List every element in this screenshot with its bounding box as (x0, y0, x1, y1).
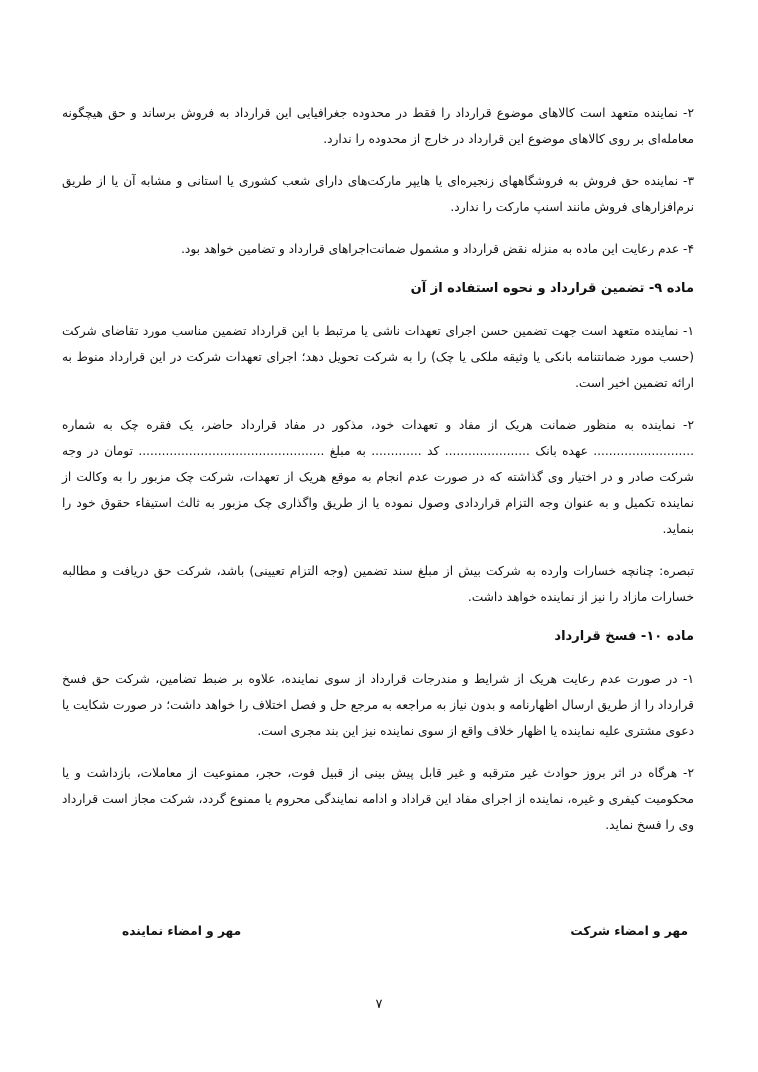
clause-10-2: ۲- هرگاه در اثر بروز حوادث غیر مترقبه و غیر قابل پیش بینی از قبیل فوت، حجر، ممنوعیت از معاملات، بازداشت و یا محکومیت کیفری و غیره، نماینده از اجرای مفاد این قراداد و ادامه نمایندگی محروم یا ممنوع گردد، شرکت مجاز است قرارداد وی را فسخ نماید. (62, 766, 694, 832)
clause-9-note: تبصره: چنانچه خسارات وارده به شرکت بیش از مبلغ سند تضمین (وجه التزام تعیینی) باشد، شرکت حق دریافت و مطالبه خسارات مازاد را نیز از نماینده خواهد داشت. (62, 564, 694, 604)
clause-8-4: ۴- عدم رعایت این ماده به منزله نقض قرارداد و مشمول ضمانت‌اجراهای قرارداد و تضامین خواهد بود. (181, 242, 694, 256)
clause-9-2: ۲- نماینده به منظور ضمانت هریک از مفاد و تعهدات خود، مذکور در مفاد قرارداد حاضر، یک فقره چک به شماره .......................... عهده بانک ...................... کد ............. به مبلغ ................................................ تومان در وجه شرکت صادر و در اختیار وی گذاشته که در صورت عدم انجام به موقع هریک از تعهدات، شرکت چک مزبور را به وکالت از نماینده تکمیل و به عنوان وجه التزام قراردادی وصول نموده یا از طریق واگذاری چک مزبور به ثالث استیفاء حقوق خود را بنماید. (62, 418, 694, 536)
representative-signature-label: مهر و امضاء نماینده (122, 924, 242, 938)
article-9-heading: ماده ۹- تضمین قرارداد و نحوه استفاده از آن (410, 281, 694, 296)
clause-8-3: ۳- نماینده حق فروش به فروشگاههای زنجیره‌ای یا هایپر مارکت‌های دارای شعب کشوری یا استانی و مشابه آن یا از طریق نرم‌افزارهای فروش مانند اسنپ مارکت را ندارد. (62, 174, 694, 214)
clause-10-1: ۱- در صورت عدم رعایت هریک از شرایط و مندرجات قرارداد از سوی نماینده، علاوه بر ضبط تضامین، شرکت حق فسخ قرارداد را از طریق ارسال اظهارنامه و بدون نیاز به مراجعه به مرجع حل و فصل اختلاف را خواهد داشت؛ در صورت شکایت یا دعوی مشتری علیه نماینده یا اظهار خلاف واقع از سوی نماینده نیز این بند مجری است. (62, 672, 694, 738)
article-10-heading: ماده ۱۰- فسخ قرارداد (554, 629, 694, 644)
signature-row (62, 924, 694, 938)
clause-9-1: ۱- نماینده متعهد است جهت تضمین حسن اجرای تعهدات ناشی یا مرتبط با این قرارداد تضمین مناسب مورد تقاضای شرکت (حسب مورد ضمانتنامه بانکی یا وثیقه ملکی یا چک) را به شرکت تحویل دهد؛ اجرای تعهدات شرکت در این قرارداد منوط به ارائه تضمین اخیر است. (62, 324, 694, 390)
company-signature-label: مهر و امضاء شرکت (570, 924, 688, 938)
clause-8-2: ۲- نماینده متعهد است کالاهای موضوع قرارداد را فقط در محدوده جغرافیایی این قرارداد به فروش برساند و حق هیچگونه معامله‌ای بر روی کالاهای موضوع این قرارداد در خارج از محدوده را ندارد. (62, 106, 694, 146)
document-body (62, 100, 694, 854)
page-number: ۷ (375, 997, 383, 1012)
